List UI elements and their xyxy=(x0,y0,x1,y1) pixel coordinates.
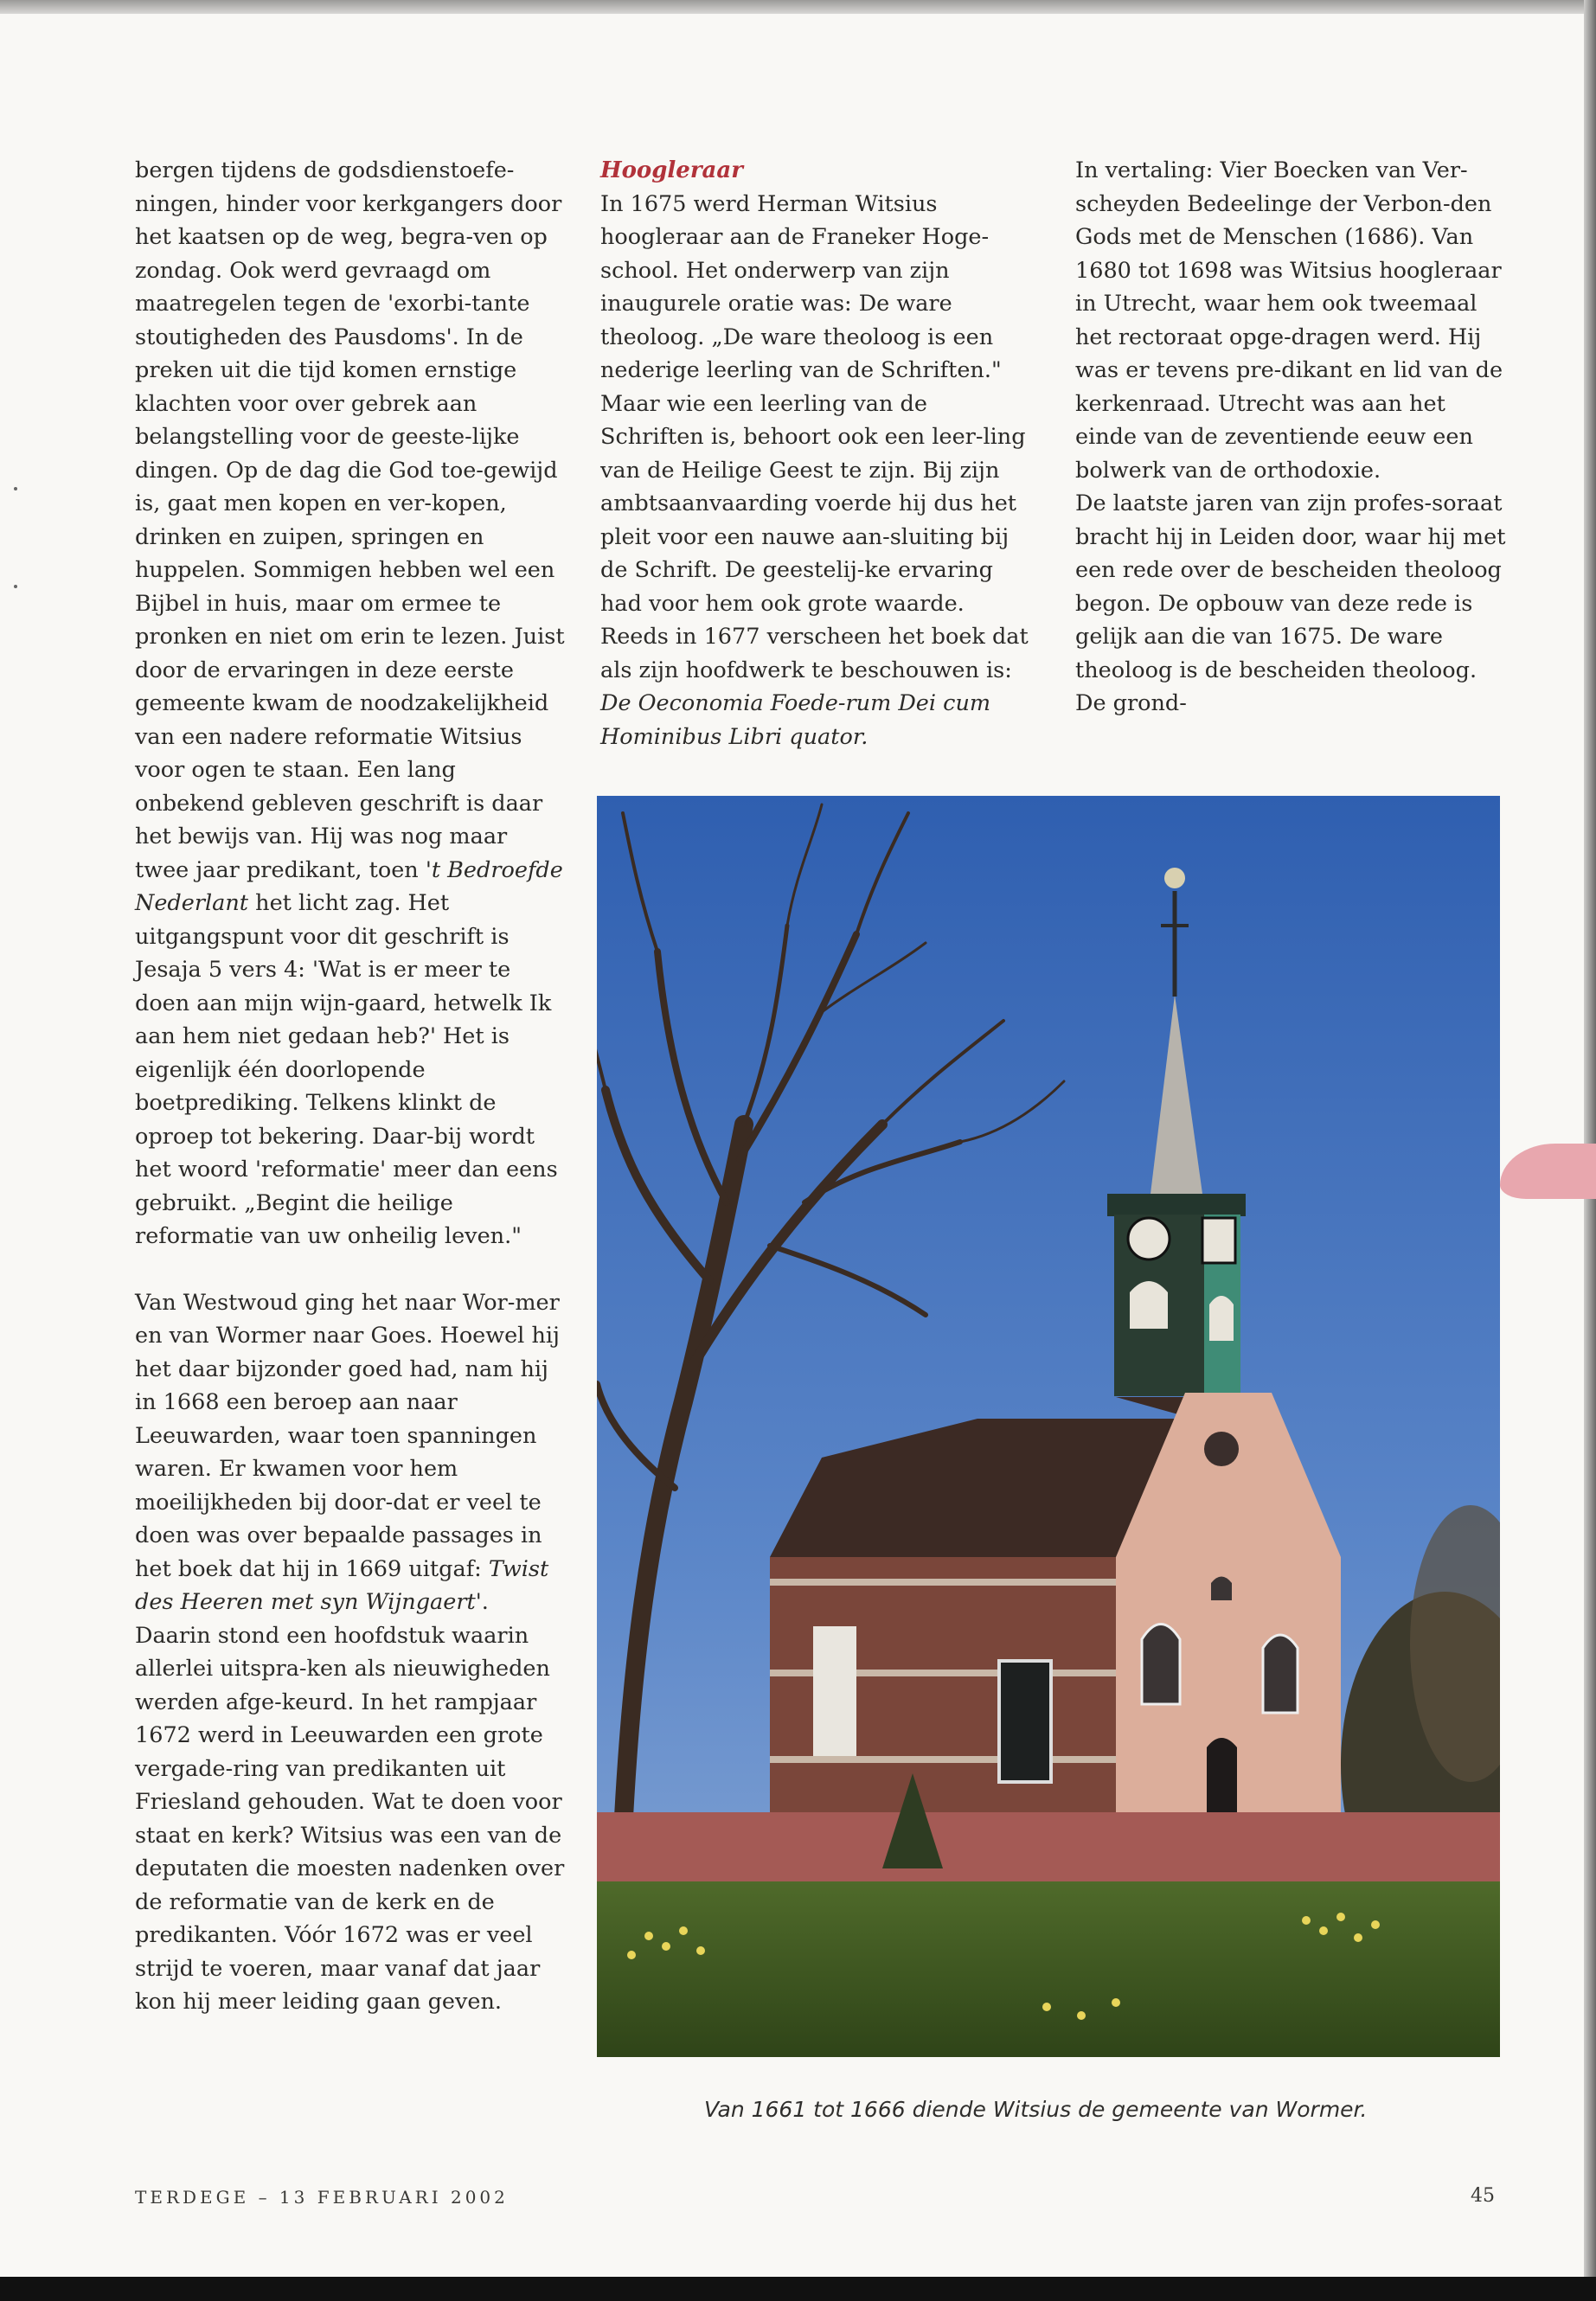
section-heading: Hoogleraar xyxy=(600,157,743,183)
column1-paragraph-1: bergen tijdens de godsdienstoefe-ningen, hinder voor kerkgangers door het kaatsen op de weg, begra-ven op zondag. Ook werd gevraagd om maatregelen tegen de 'exorbi-tante stoutigheden des Pausdoms'. In de preken uit die tijd komen ernstige klachten voor over gebrek aan belangstelling voor de geeste-lijke dingen. Op de dag die God toe-gewijd is, gaat men kopen en ver-kopen, drinken en zuipen, springen en huppelen. Sommigen hebben wel een Bijbel in huis, maar om ermee te pronken en niet om erin te lezen. Juist door de ervaringen in deze eerste gemeente kwam de noodzakelijkheid van een nadere reformatie Witsius voor ogen te staan. Een lang onbekend gebleven geschrift is daar het bewijs van. Hij was nog maar twee jaar predikant, toen 't Bedroefde Nederlant het licht zag. Het uitgangspunt voor dit geschrift is Jesaja 5 vers 4: 'Wat is er meer te doen aan mijn wijn-gaard, hetwelk Ik aan hem niet gedaan heb?' Het is eigenlijk één doorlopende boetprediking. Telkens klinkt de oproep tot bekering. Daar-bij wordt het woord 'reformatie' meer dan eens gebruikt. „Begint die heilige reformatie van uw onheilig leven." xyxy=(135,157,565,1249)
book-title: Twist des Heeren met syn Wijngaert' xyxy=(135,1555,549,1615)
page-number: 45 xyxy=(1471,2185,1495,2207)
column3-paragraph-2: De laatste jaren van zijn profes-soraat bracht hij in Leiden door, waar hij met een rede over de bescheiden theoloog begon. De opbouw van deze rede is gelijk aan die van 1675. De ware theoloog is de bescheiden theoloog. De grond- xyxy=(1075,490,1506,716)
scan-bottom-edge xyxy=(0,2277,1596,2301)
scan-speck xyxy=(14,487,17,490)
photo-caption: Van 1661 tot 1666 diende Witsius de gemeente van Wormer. xyxy=(704,2097,1368,2122)
clock-face xyxy=(1128,1218,1170,1259)
article-column-1 xyxy=(135,154,567,2019)
church-photo xyxy=(597,796,1500,2057)
column1-paragraph-2: Van Westwoud ging het naar Wor-mer en van Wormer naar Goes. Hoewel hij het daar bijzonder goed had, nam hij in 1668 een beroep aan naar Leeuwarden, waar toen spanningen waren. Er kwamen voor hem moeilijkheden bij door-dat er veel te doen was over bepaalde passages in het boek dat hij in 1669 uitgaf: Twist des Heeren met syn Wijngaert'. Daarin stond een hoofdstuk waarin allerlei uitspra-ken als nieuwigheden werden afge-keurd. In het rampjaar 1672 werd in Leeuwarden een grote vergade-ring van predikanten uit Friesland gehouden. Wat te doen voor staat en kerk? Witsius was een van de deputaten die moesten nadenken over de reformatie van de kerk en de predikanten. Vóór 1672 was er veel strijd te voeren, maar vanaf dat jaar kon hij meer leiding gaan geven. xyxy=(135,1289,565,2015)
book-title: 't Bedroefde Nederlant xyxy=(135,856,563,916)
scan-top-edge xyxy=(0,0,1596,14)
column3-paragraph-1: In vertaling: Vier Boecken van Ver-scheyden Bedeelinge der Verbon-den Gods met de Menschen (1686). Van 1680 tot 1698 was Witsius hoogleraar in Utrecht, waar hem ook tweemaal het rectoraat opge-dragen werd. Hij was er tevens pre-dikant en lid van de kerkenraad. Utrecht was aan het einde van de zeventiende eeuw een bolwerk van de orthodoxie. xyxy=(1075,157,1503,484)
book-title: De Oeconomia Foede-rum Dei cum Hominibus Libri quator. xyxy=(600,690,991,750)
church-illustration xyxy=(597,796,1500,2057)
article-column-3 xyxy=(1075,154,1508,721)
scan-speck xyxy=(14,585,17,588)
article-column-2 xyxy=(600,154,1033,753)
lawn xyxy=(597,1881,1500,2057)
publication-footer: TERDEGE – 13 FEBRUARI 2002 xyxy=(135,2187,509,2208)
column2-paragraph-1: In 1675 werd Herman Witsius hoogleraar aan de Franeker Hoge-school. Het onderwerp van zijn inaugurele oratie was: De ware theoloog. „De ware theoloog is een nederige leerling van de Schriften." Maar wie een leerling van de Schriften is, behoort ook een leer-ling van de Heilige Geest te zijn. Bij zijn ambtsaanvaarding voerde hij dus het pleit voor een nauwe aan-sluiting bij de Schrift. De geestelij-ke ervaring had voor hem ook grote waarde. Reeds in 1677 verscheen het boek dat als zijn hoofdwerk te beschouwen is: De Oeconomia Foede-rum Dei cum Hominibus Libri quator. xyxy=(600,190,1029,750)
